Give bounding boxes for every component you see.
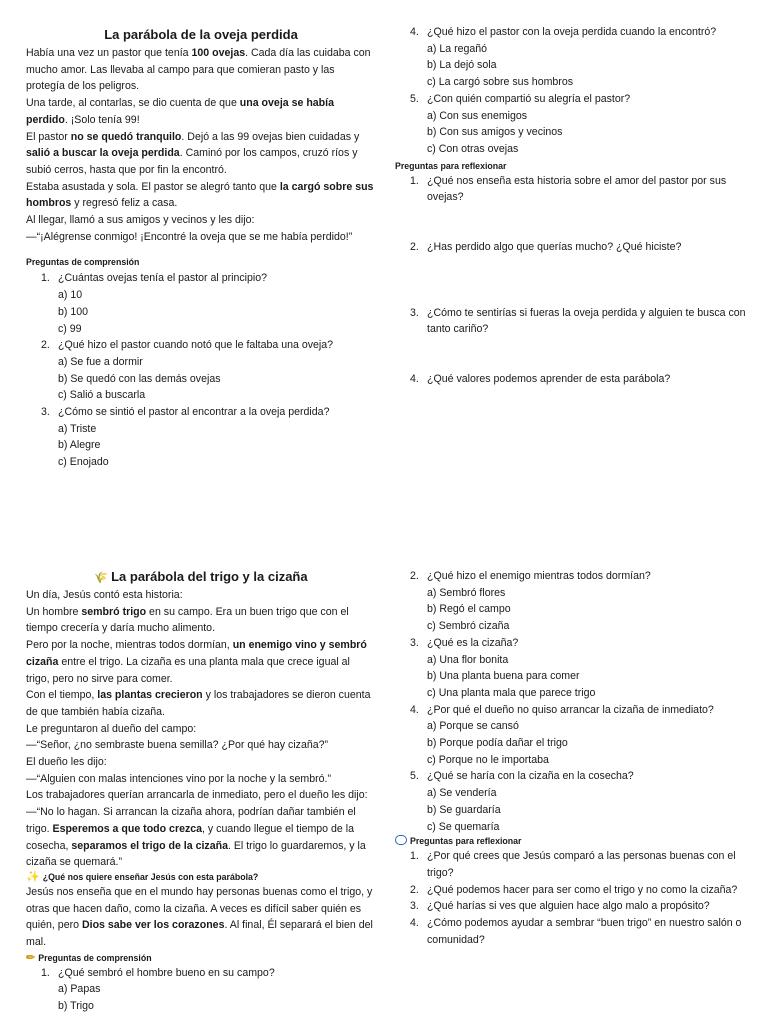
- text-run: , y cuando llegue el tiempo de la cosecha,: [26, 822, 354, 852]
- s2-comprehension-heading: [26, 952, 376, 965]
- answer-option: b) Se quedó con las demás ovejas: [58, 372, 221, 385]
- question-text: ¿Qué es la cizaña?: [427, 636, 519, 649]
- question-number: 4.: [410, 26, 419, 38]
- answer-option: b) Alegre: [58, 439, 101, 452]
- s1-right-column: [395, 24, 755, 388]
- question-item: [26, 965, 376, 1015]
- text-run: Pero por la noche, mientras todos dormían,: [26, 639, 233, 652]
- answer-option: a) Con sus enemigos: [427, 109, 528, 122]
- answer-option: b) 100: [58, 305, 89, 318]
- bold-text: salió a buscar la oveja perdida: [26, 147, 180, 160]
- s1-comprehension-heading: Preguntas de comprensión: [26, 257, 140, 268]
- question: [26, 404, 376, 421]
- reflection-question: [395, 898, 755, 915]
- bold-text: una oveja se había perdido: [26, 97, 334, 126]
- question-number: 1.: [410, 850, 419, 863]
- text-run: en su campo. Era un buen trigo que con el tiempo crecería y daría mucho alimento.: [26, 605, 349, 635]
- text-run: Con el tiempo,: [26, 689, 98, 702]
- speech-bubble-icon: [395, 835, 407, 845]
- question-item: [395, 635, 755, 702]
- answer-option: a) Triste: [58, 422, 97, 435]
- bold-text: no se quedó tranquilo: [70, 130, 182, 143]
- answer-option: a) Porque se cansó: [427, 720, 519, 733]
- bold-text: Esperemos a que todo crezca: [52, 822, 203, 835]
- s2-comprehension-questions: [26, 965, 376, 1015]
- s1-reflection-questions: [395, 173, 755, 388]
- answer-option: c) Sembró cizaña: [427, 620, 510, 633]
- s2-comprehension-heading-text: Preguntas de comprensión: [38, 952, 152, 963]
- text-run: . ¡Solo tenía 99!: [64, 113, 140, 126]
- question-text: ¿Qué hizo el pastor cuando notó que le faltaba una oveja?: [58, 339, 334, 352]
- text-run: Un día, Jesús contó esta historia:: [26, 589, 183, 601]
- answer-option: c) Una planta mala que parece trigo: [427, 686, 596, 699]
- question: [26, 337, 376, 354]
- reflection-question: [395, 305, 755, 371]
- paragraph: [26, 229, 376, 246]
- reflection-question: [395, 239, 755, 305]
- text-run: . Al final, Él separará el bien del mal.: [26, 919, 373, 949]
- question-text: ¿Qué harías si ves que alguien hace algo malo a propósito?: [427, 900, 710, 913]
- question-number: 1.: [410, 174, 419, 187]
- text-run: . Caminó por los campos, cruzó ríos y subió cerros, hasta que por fin la encontró.: [26, 147, 358, 176]
- question-number: 1.: [41, 966, 50, 979]
- text-run: El pastor: [26, 130, 71, 143]
- text-run: —“Señor, ¿no sembraste buena semilla? ¿Por qué hay cizaña?”: [26, 739, 329, 752]
- question: [26, 965, 376, 982]
- text-run: Una tarde, al contarlas, se dio cuenta de que: [26, 97, 240, 110]
- s2-reflection-heading: [395, 835, 755, 848]
- s2-reflection-heading-text: Preguntas para reflexionar: [410, 836, 522, 847]
- s2-teaching-heading: [26, 871, 376, 884]
- s2-left-column: [26, 568, 376, 1015]
- bold-text: separamos el trigo de la cizaña: [71, 839, 228, 852]
- question: [26, 270, 376, 287]
- question-item: [395, 568, 755, 635]
- paragraph: [26, 637, 376, 687]
- text-run: Le preguntaron al dueño del campo:: [26, 722, 197, 735]
- question-number: 3.: [41, 406, 50, 419]
- text-run: . Dejó a las 99 ovejas bien cuidadas y: [181, 130, 360, 143]
- s1-comprehension-questions-continued: [395, 24, 755, 158]
- answer-option: b) Porque podía dañar el trigo: [427, 737, 568, 750]
- question-number: 5.: [410, 92, 419, 105]
- question-text: ¿Qué sembró el hombre bueno en su campo?: [58, 966, 275, 979]
- s1-reflection-heading: Preguntas para reflexionar: [395, 160, 507, 171]
- question-text: ¿Qué nos enseña esta historia sobre el amor del pastor por sus ovejas?: [427, 174, 727, 204]
- question-text: ¿Has perdido algo que querías mucho? ¿Qué hiciste?: [427, 241, 682, 254]
- answer-option: b) Una planta buena para comer: [427, 670, 580, 683]
- answer-option: b) Trigo: [58, 1000, 94, 1013]
- question-number: 2.: [410, 883, 419, 896]
- s1-left-column: [26, 26, 376, 471]
- wheat-icon: 🌾: [94, 572, 109, 584]
- s2-title: [26, 568, 376, 587]
- answer-option: b) Regó el campo: [427, 603, 511, 616]
- question-item: [395, 702, 755, 769]
- question-number: 4.: [410, 373, 419, 386]
- bold-text: 100 ovejas: [191, 47, 246, 59]
- question-item: [26, 337, 376, 404]
- text-run: Había una vez un pastor que tenía: [26, 47, 192, 59]
- question-text: ¿Cómo te sentirías si fueras la oveja perdida y alguien te busca con tanto cariño?: [427, 306, 746, 336]
- answer-option: a) Sembró flores: [427, 586, 506, 599]
- paragraph: [26, 754, 376, 771]
- answer-option: a) La regañó: [427, 42, 488, 55]
- question-number: 4.: [410, 703, 419, 716]
- answer-option: c) La cargó sobre sus hombros: [427, 76, 574, 89]
- question-text: ¿Qué hizo el pastor con la oveja perdida cuando la encontró?: [427, 26, 717, 38]
- bold-text: Dios sabe ver los corazones: [81, 919, 225, 932]
- answer-option: a) Papas: [58, 983, 101, 996]
- s1-comprehension-questions: [26, 270, 376, 470]
- answer-option: a) Se fue a dormir: [58, 355, 143, 368]
- answer-option: a) Se vendería: [427, 787, 497, 800]
- question-text: ¿Por qué crees que Jesús comparó a las personas buenas con el trigo?: [427, 850, 736, 879]
- reflection-question: [395, 915, 755, 948]
- text-run: Al llegar, llamó a sus amigos y vecinos y les dijo:: [26, 214, 255, 227]
- s1-story: [26, 45, 376, 245]
- question-number: 3.: [410, 306, 419, 319]
- pencil-icon: ✏: [26, 951, 36, 964]
- text-run: Estaba asustada y sola. El pastor se alegró tanto que: [26, 180, 280, 193]
- question-text: ¿Qué valores podemos aprender de esta parábola?: [427, 373, 671, 386]
- text-run: Jesús nos enseña que en el mundo hay personas buenas como el trigo, y otras que hacen daño, como la cizaña. A veces es difícil saber quién es quién, pero: [26, 885, 373, 932]
- text-run: y regresó feliz a casa.: [71, 197, 178, 210]
- s1-title: La parábola de la oveja perdida: [104, 27, 298, 42]
- question-text: ¿Qué se haría con la cizaña en la cosecha?: [427, 770, 634, 783]
- paragraph: [26, 721, 376, 738]
- text-run: —“No lo hagan. Si arrancan la cizaña ahora, podrían dañar también el trigo.: [26, 806, 356, 835]
- question-item: [26, 270, 376, 337]
- answer-option: a) Una flor bonita: [427, 653, 509, 666]
- paragraph: [26, 884, 376, 951]
- question-text: ¿Qué hizo el enemigo mientras todos dormían?: [427, 570, 651, 582]
- answer-option: c) 99: [58, 322, 82, 335]
- question-number: 1.: [41, 272, 50, 285]
- s2-comprehension-questions-continued: [395, 568, 755, 835]
- answer-option: c) Enojado: [58, 456, 109, 469]
- text-run: Un hombre: [26, 605, 82, 618]
- question-item: [26, 404, 376, 471]
- paragraph: [26, 587, 376, 604]
- question-text: ¿Cuántas ovejas tenía el pastor al principio?: [58, 272, 268, 285]
- paragraph: [26, 687, 376, 720]
- question: [395, 568, 755, 585]
- question-number: 2.: [410, 241, 419, 254]
- s2-story: [26, 587, 376, 871]
- question: [395, 91, 755, 108]
- answer-option: c) Porque no le importaba: [427, 753, 549, 766]
- paragraph: [26, 804, 376, 871]
- question-text: ¿Con quién compartió su alegría el pastor?: [427, 92, 631, 105]
- bold-text: las plantas crecieron: [97, 689, 203, 702]
- question: [395, 24, 755, 41]
- paragraph: [26, 95, 376, 128]
- text-run: —“Alguien con malas intenciones vino por la noche y la sembró.”: [26, 772, 332, 785]
- question: [395, 702, 755, 719]
- question-number: 3.: [410, 900, 419, 913]
- text-run: —“¡Alégrense conmigo! ¡Encontré la oveja que se me había perdido!”: [26, 230, 353, 243]
- reflection-question: [395, 848, 755, 881]
- question-item: [395, 91, 755, 158]
- reflection-question: [395, 882, 755, 899]
- answer-option: a) 10: [58, 289, 83, 302]
- s2-teaching: [26, 884, 376, 951]
- answer-option: c) Se quemaría: [427, 820, 500, 833]
- question-number: 2.: [410, 570, 419, 582]
- answer-option: c) Con otras ovejas: [427, 142, 519, 155]
- answer-option: b) La dejó sola: [427, 59, 497, 72]
- question-item: [395, 24, 755, 91]
- sparkle-icon: ✨: [26, 870, 40, 883]
- s2-right-column: [395, 568, 755, 948]
- s2-teaching-heading-text: ¿Qué nos quiere enseñar Jesús con esta parábola?: [42, 871, 259, 882]
- text-run: . Cada día las cuidaba con mucho amor. Las llevaba al campo para que comieran pasto y las protegía de los peligros.: [26, 47, 371, 93]
- s2-title-text: La parábola del trigo y la cizaña: [111, 569, 308, 584]
- question: [395, 768, 755, 785]
- text-run: Los trabajadores querían arrancarla de inmediato, pero el dueño les dijo:: [26, 789, 368, 802]
- question-text: ¿Cómo podemos ayudar a sembrar “buen trigo” en nuestro salón o comunidad?: [427, 917, 742, 946]
- answer-option: c) Salió a buscarla: [58, 389, 146, 402]
- paragraph: [26, 129, 376, 179]
- reflection-question: [395, 173, 755, 239]
- question: [395, 635, 755, 652]
- paragraph: [26, 737, 376, 754]
- text-run: entre el trigo. La cizaña es una planta mala que crece igual al trigo, pero no sirve para comer.: [26, 655, 350, 685]
- bold-text: sembró trigo: [81, 605, 147, 618]
- reflection-question: [395, 371, 755, 388]
- question-text: ¿Por qué el dueño no quiso arrancar la cizaña de inmediato?: [427, 703, 714, 716]
- question-number: 5.: [410, 770, 419, 783]
- text-run: El dueño les dijo:: [26, 756, 107, 769]
- s2-reflection-questions: [395, 848, 755, 948]
- answer-option: b) Se guardaría: [427, 803, 501, 816]
- paragraph: [26, 179, 376, 212]
- paragraph: [26, 787, 376, 804]
- question-number: 3.: [410, 636, 419, 649]
- question-text: ¿Cómo se sintió el pastor al encontrar a la oveja perdida?: [58, 406, 330, 419]
- text-run: . El trigo lo guardaremos, y la cizaña se quemará.”: [26, 839, 366, 869]
- bold-text: la cargó sobre sus hombros: [26, 180, 374, 210]
- text-run: y los trabajadores se dieron cuenta de que también había cizaña.: [26, 689, 371, 718]
- bold-text: un enemigo vino y sembró cizaña: [26, 639, 367, 668]
- paragraph: [26, 45, 376, 95]
- paragraph: [26, 771, 376, 788]
- paragraph: [26, 604, 376, 637]
- question-number: 2.: [41, 339, 50, 352]
- answer-option: b) Con sus amigos y vecinos: [427, 126, 563, 139]
- question-number: 4.: [410, 917, 419, 930]
- question-text: ¿Qué podemos hacer para ser como el trigo y no como la cizaña?: [427, 883, 738, 896]
- paragraph: [26, 212, 376, 229]
- question-item: [395, 768, 755, 835]
